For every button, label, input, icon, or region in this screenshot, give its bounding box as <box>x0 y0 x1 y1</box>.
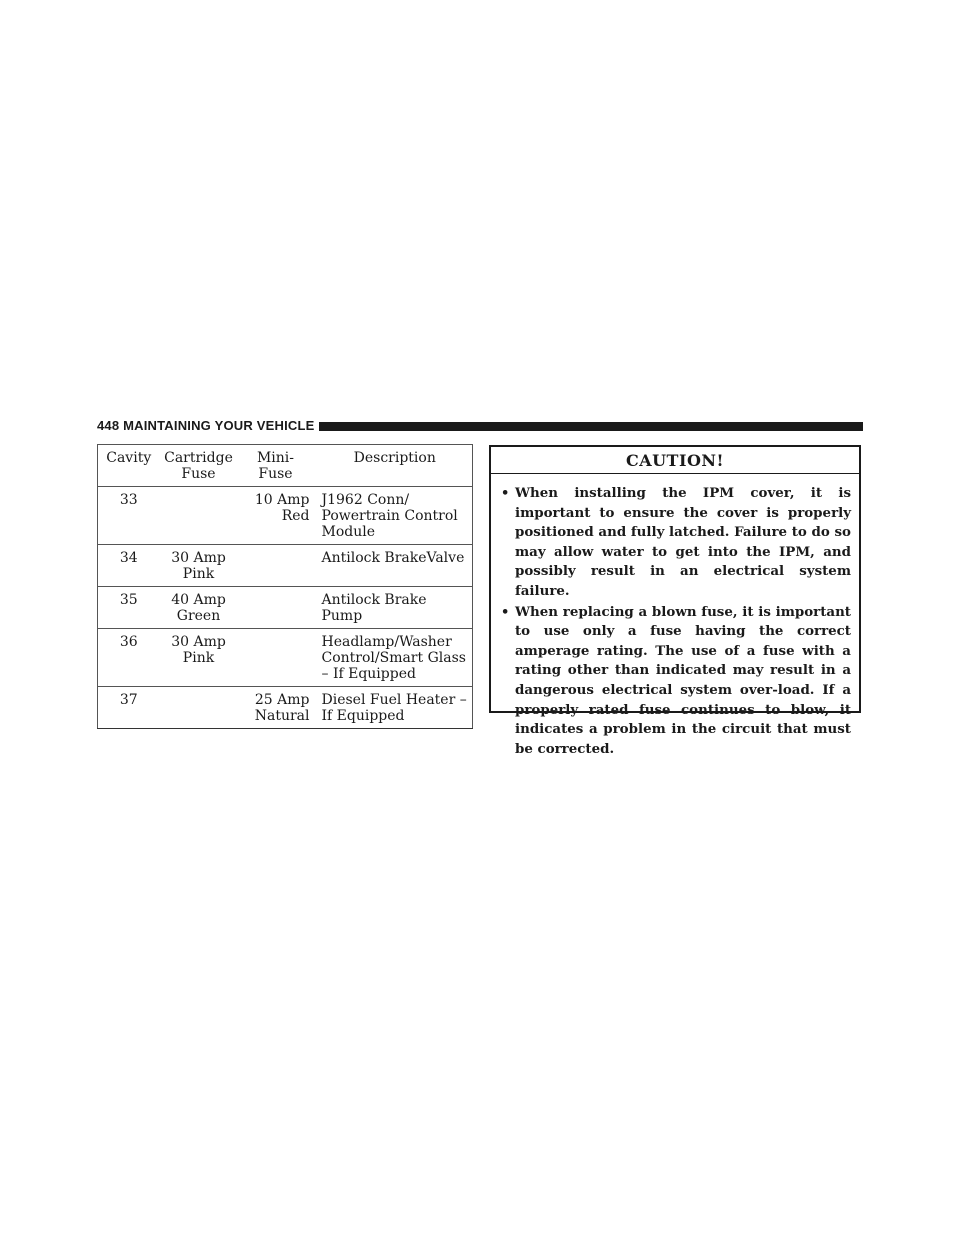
cartridge-cell <box>160 687 238 729</box>
cavity-cell: 37 <box>98 687 160 729</box>
table-row <box>98 629 473 687</box>
caution-item <box>501 484 851 602</box>
caution-item <box>501 603 851 760</box>
caution-list <box>491 474 859 759</box>
cartridge-cell <box>160 487 238 545</box>
description-cell: J1962 Conn/ Powertrain Control Module <box>314 487 473 545</box>
header-rule <box>319 422 863 431</box>
caution-item-text: When installing the IPM cover, it is important to ensure the cover is properly positioned and fully latched. Failure to do so may allow water to get into the IPM, and possibly result in an electrical system failure. <box>515 485 851 599</box>
bullet-icon: • <box>501 604 510 620</box>
table-row <box>98 545 473 587</box>
bullet-icon: • <box>501 486 510 501</box>
cavity-cell: 36 <box>98 629 160 687</box>
cavity-cell: 34 <box>98 545 160 587</box>
description-cell: Antilock BrakeValve <box>314 545 473 587</box>
mini-fuse-cell <box>238 629 314 687</box>
table-row <box>98 587 473 629</box>
column-header-description: Description <box>314 445 473 487</box>
column-header-mini-fuse: Mini-Fuse <box>238 445 314 487</box>
caution-box <box>489 445 861 757</box>
table-header-row <box>98 445 473 487</box>
mini-fuse-cell <box>238 587 314 629</box>
description-cell: Antilock Brake Pump <box>314 587 473 629</box>
column-header-cavity: Cavity <box>98 445 160 487</box>
caution-item-text: When replacing a blown fuse, it is important to use only a fuse having the correct amperage rating. The use of a fuse with a rating other than indicated may result in a dangerous electrical system over-load. If a properly rated fuse continues to blow, it indicates a problem in the circuit that must be corrected. <box>515 603 851 757</box>
page-header <box>97 416 863 438</box>
cartridge-cell: 30 Amp Pink <box>160 629 238 687</box>
cavity-cell: 33 <box>98 487 160 545</box>
cavity-cell: 35 <box>98 587 160 629</box>
table-row <box>98 687 473 729</box>
mini-fuse-cell <box>238 545 314 587</box>
cartridge-cell: 40 Amp Green <box>160 587 238 629</box>
column-header-cartridge-fuse: Cartridge Fuse <box>160 445 238 487</box>
fuse-table <box>97 444 473 729</box>
description-cell: Headlamp/Washer Control/Smart Glass – If Equipped <box>314 629 473 687</box>
mini-fuse-cell: 10 Amp Red <box>238 487 314 545</box>
cartridge-cell: 30 Amp Pink <box>160 545 238 587</box>
caution-title: CAUTION! <box>491 447 859 474</box>
mini-fuse-cell: 25 Amp Natural <box>238 687 314 729</box>
page-header-title: 448 MAINTAINING YOUR VEHICLE <box>97 418 315 433</box>
description-cell: Diesel Fuel Heater – If Equipped <box>314 687 473 729</box>
table-row <box>98 487 473 545</box>
